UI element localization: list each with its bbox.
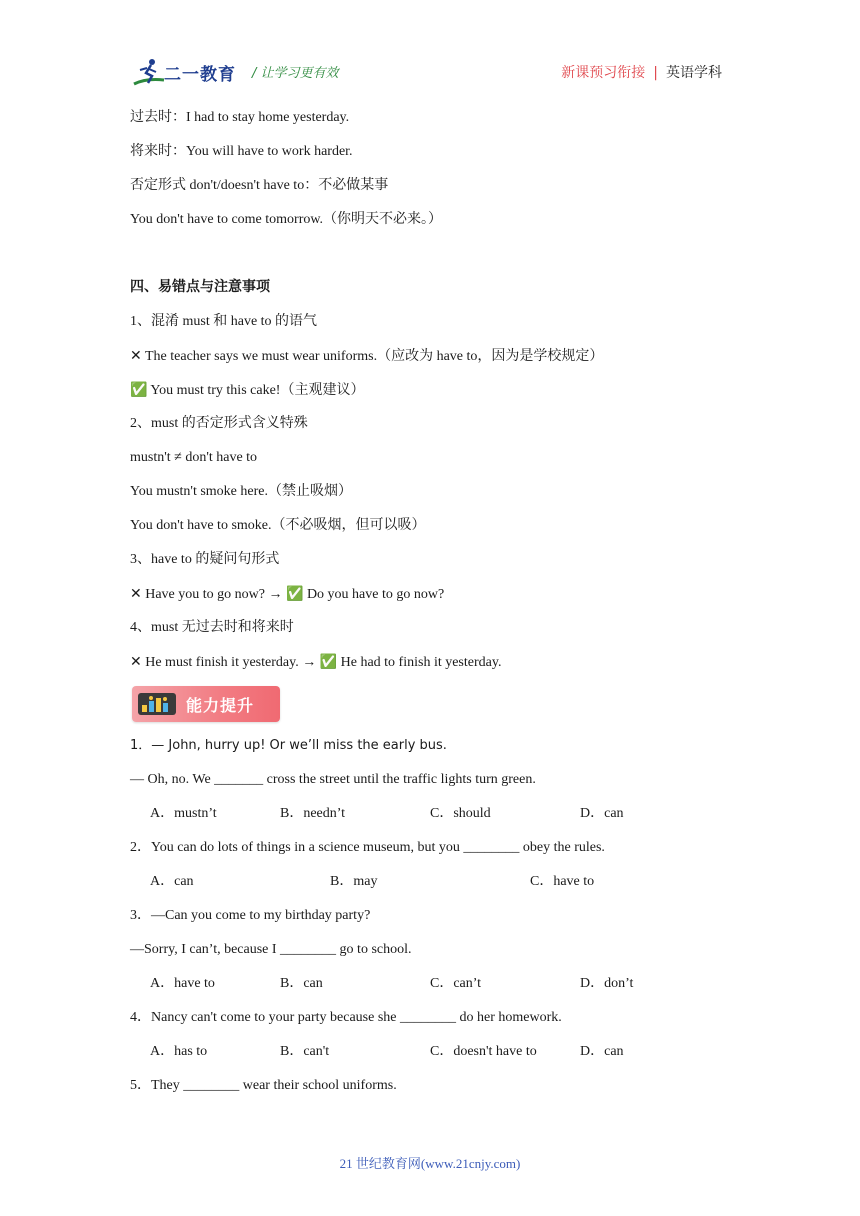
question-4-stem: 4．Nancy can't come to your party because she ________ do her homework. [130, 1010, 562, 1025]
check-icon: ✅ [130, 382, 148, 398]
note-heading: 4、must 无过去时和将来时 [130, 620, 294, 635]
option-a[interactable]: A．has to [150, 1044, 208, 1059]
option-d[interactable]: D．can [580, 1044, 624, 1059]
right-text: He had to finish it yesterday. [340, 655, 502, 670]
question-5-stem: 5．They ________ wear their school uniforms. [130, 1078, 397, 1093]
example-text: The teacher says we must wear uniforms.（应改为 have to，因为是学校规定） [144, 349, 604, 364]
section-heading: 四、易错点与注意事项 [130, 280, 270, 295]
option-b[interactable]: B．may [330, 874, 378, 889]
option-b[interactable]: B．needn’t [280, 806, 346, 821]
question-1-stem: — Oh, no. We _______ cross the street until the traffic lights turn green. [130, 772, 536, 787]
page-header [0, 0, 860, 100]
header-separator: | [653, 65, 658, 81]
document-body [130, 108, 730, 1110]
question-2-stem: 2．You can do lots of things in a science museum, but you ________ obey the rules. [130, 840, 605, 855]
question-3-options [130, 974, 730, 994]
text-line: You don't have to smoke.（不必吸烟，但可以吸） [130, 518, 426, 533]
option-c[interactable]: C．doesn't have to [430, 1044, 537, 1059]
example-text: You must try this cake!（主观建议） [150, 383, 365, 398]
logo [132, 58, 252, 88]
course-label: 新课预习衔接 [561, 65, 646, 81]
question-2-options [130, 872, 730, 892]
text-line: 过去时：I had to stay home yesterday. [130, 110, 350, 125]
text-line: mustn't ≠ don't have to [130, 450, 258, 465]
question-1-options [130, 804, 730, 824]
option-c[interactable]: C．should [430, 806, 491, 821]
correction-example [130, 584, 730, 604]
slogan: / 让学习更有效 [252, 66, 339, 81]
note-heading: 2、must 的否定形式含义特殊 [130, 416, 308, 431]
ability-icon [138, 693, 176, 715]
option-a[interactable]: A．mustn’t [150, 806, 217, 821]
section-badge [132, 686, 280, 722]
right-example [130, 380, 730, 400]
option-b[interactable]: B．can [280, 976, 323, 991]
option-a[interactable]: A．can [150, 874, 194, 889]
option-a[interactable]: A．have to [150, 976, 215, 991]
wrong-text: Have you to go now? → [145, 587, 283, 602]
cross-icon: ✕ [130, 348, 142, 364]
cross-icon: ✕ [130, 654, 142, 670]
wrong-text: He must finish it yesterday. → [145, 655, 317, 670]
option-c[interactable]: C．can’t [430, 976, 482, 991]
text-line: 否定形式 don't/doesn't have to：不必做某事 [130, 178, 389, 193]
page-footer: 21 世纪教育网(www.21cnjy.com) [339, 1156, 521, 1171]
question-1-prompt: 1．— John, hurry up! Or we’ll miss the early bus. [130, 738, 447, 753]
cross-icon: ✕ [130, 586, 142, 602]
option-b[interactable]: B．can't [280, 1044, 330, 1059]
badge-label: 能力提升 [186, 696, 255, 715]
question-4-options [130, 1042, 730, 1062]
option-d[interactable]: D．can [580, 806, 624, 821]
text-line: You don't have to come tomorrow.（你明天不必来。） [130, 212, 443, 227]
subject-label: 英语学科 [666, 65, 722, 81]
note-heading: 1、混淆 must 和 have to 的语气 [130, 314, 318, 329]
wrong-example [130, 346, 730, 366]
text-line: You mustn't smoke here.（禁止吸烟） [130, 484, 352, 499]
header-subject [561, 62, 722, 82]
right-text: Do you have to go now? [306, 587, 445, 602]
correction-example [130, 652, 730, 672]
question-3-prompt: 3．—Can you come to my birthday party? [130, 908, 371, 923]
note-heading: 3、have to 的疑问句形式 [130, 552, 280, 567]
option-c[interactable]: C．have to [530, 874, 595, 889]
runner-logo-icon [132, 58, 166, 88]
check-icon: ✅ [319, 654, 338, 670]
text-line: 将来时：You will have to work harder. [130, 144, 353, 159]
logo-text: 二一教育 [164, 65, 236, 85]
check-icon: ✅ [286, 586, 304, 602]
question-3-stem: —Sorry, I can’t, because I ________ go to school. [130, 942, 412, 957]
option-d[interactable]: D．don’t [580, 976, 634, 991]
